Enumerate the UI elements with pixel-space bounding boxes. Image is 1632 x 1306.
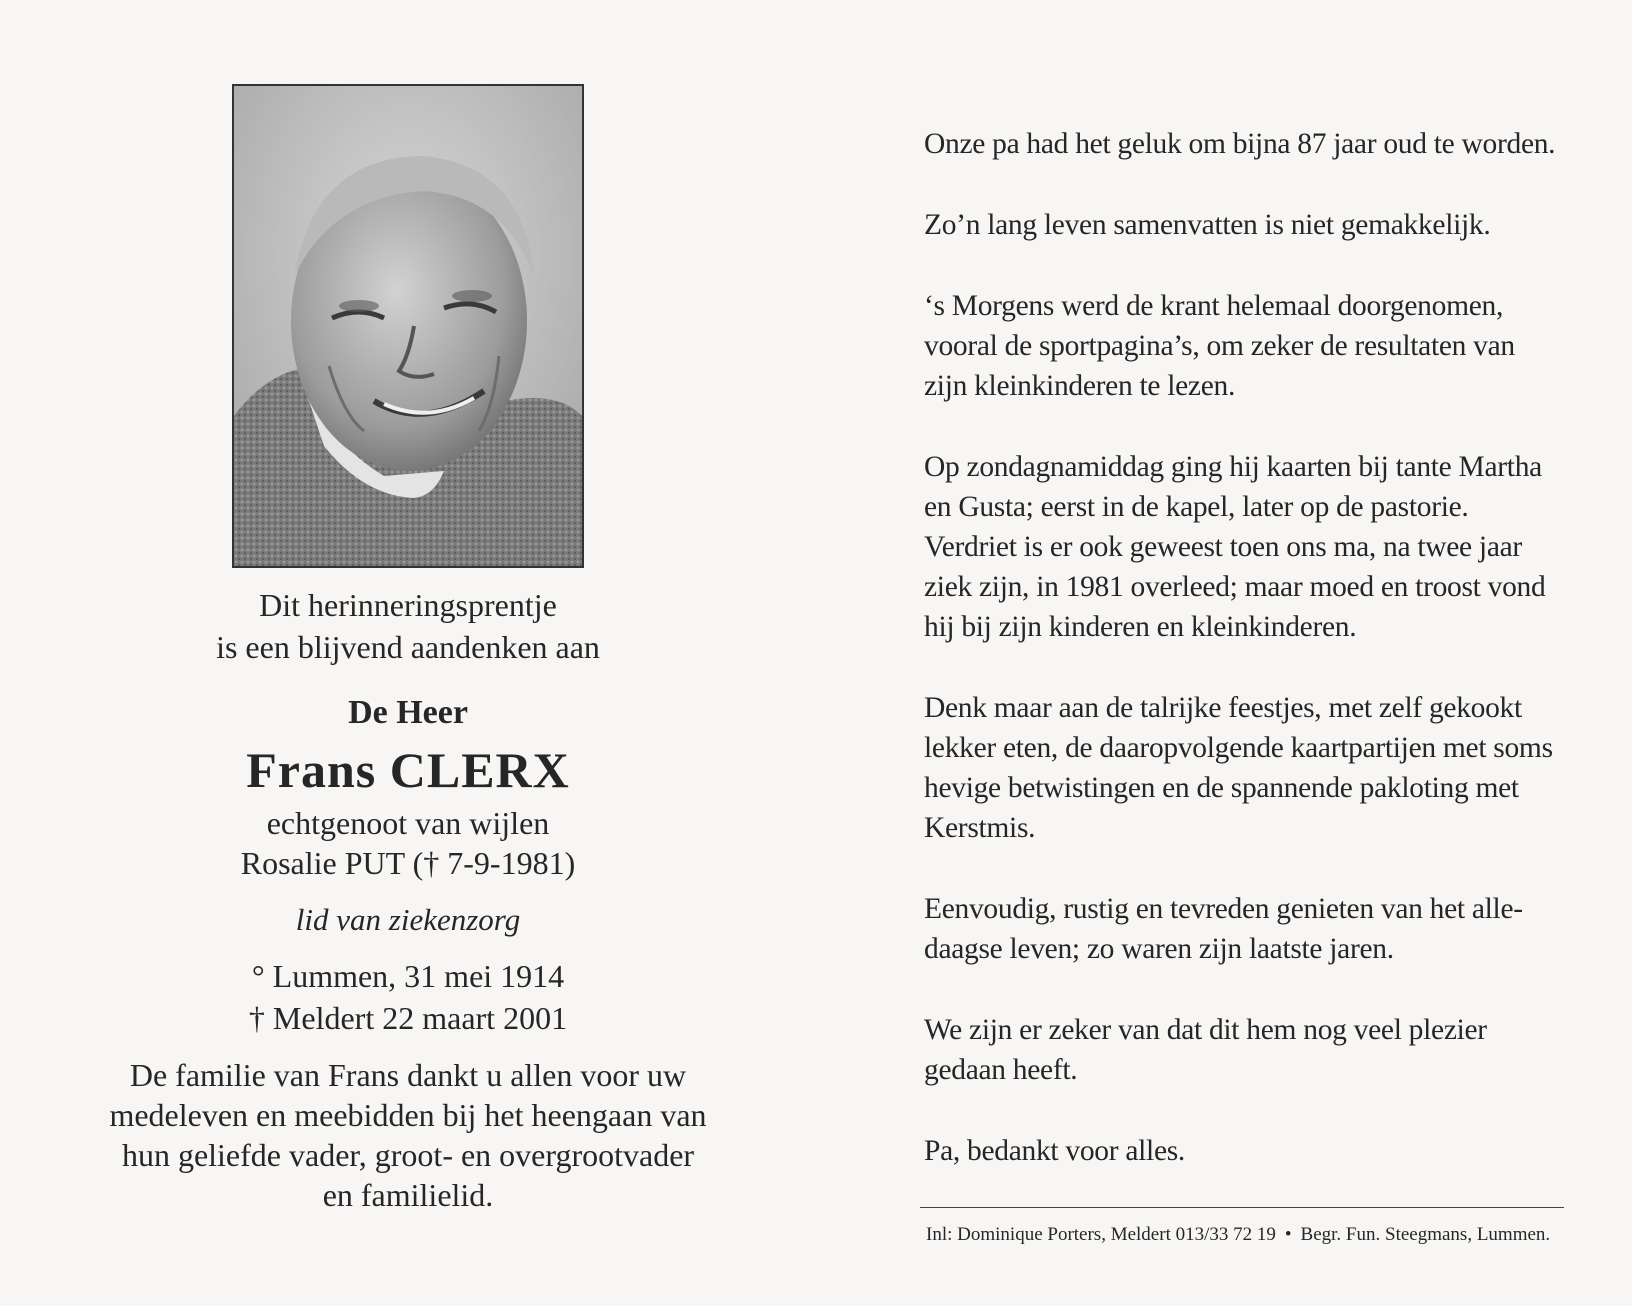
spouse-line: Rosalie PUT († 7-9-1981): [240, 845, 576, 881]
printer-credit: Inl: Dominique Porters, Meldert 013/33 72 19: [926, 1224, 1276, 1245]
footer-credits: [926, 1223, 1566, 1247]
spouse-line: echtgenoot van wijlen: [266, 805, 550, 841]
text-line: Verdriet is er ook geweest toen ons ma, na twee jaar: [924, 531, 1522, 563]
text-line: daagse leven; zo waren zijn laatste jaren.: [924, 933, 1394, 965]
text-line: ‘s Morgens werd de krant helemaal doorgenomen,: [924, 290, 1504, 322]
text-line: Op zondagnamiddag ging hij kaarten bij tante Martha: [924, 451, 1542, 483]
portrait-illustration: [234, 86, 582, 566]
paragraph: [924, 286, 1584, 406]
text-line: vooral de sportpagina’s, om zeker de resultaten van: [924, 330, 1515, 362]
text-line: We zijn er zeker van dat dit hem nog veel plezier: [924, 1014, 1487, 1046]
paragraph: [924, 447, 1584, 647]
birth-date: ° Lummen, 31 mei 1914: [251, 958, 565, 994]
thanks-line: hun geliefde vader, groot- en overgrootvader: [121, 1137, 695, 1173]
text-line: Eenvoudig, rustig en tevreden genieten van het alle-: [924, 893, 1523, 925]
text-line: hij bij zijn kinderen en kleinkinderen.: [924, 611, 1357, 643]
intro-line: Dit herinneringsprentje: [259, 587, 557, 623]
text-line: en Gusta; eerst in de kapel, later op de pastorie.: [924, 491, 1469, 523]
text-line: ziek zijn, in 1981 overleed; maar moed en troost vond: [924, 571, 1546, 603]
paragraph: [924, 124, 1584, 164]
text-line: Pa, bedankt voor alles.: [924, 1135, 1185, 1167]
paragraph: [924, 1010, 1584, 1090]
salutation: De Heer: [348, 694, 468, 731]
footer-divider: [920, 1207, 1564, 1208]
paragraph: [924, 688, 1584, 848]
thanks-line: medeleven en meebidden bij het heengaan van: [109, 1097, 707, 1133]
membership: lid van ziekenzorg: [295, 902, 521, 937]
portrait-photo: [232, 84, 584, 568]
thanks-line: De familie van Frans dankt u allen voor uw: [129, 1057, 687, 1093]
life-dates: [0, 955, 816, 1039]
text-line: Denk maar aan de talrijke feestjes, met zelf gekookt: [924, 692, 1522, 724]
text-line: Onze pa had het geluk om bijna 87 jaar oud te worden.: [924, 128, 1556, 160]
paragraph: [924, 205, 1584, 245]
text-line: hevige betwistingen en de spannende pakloting met: [924, 772, 1519, 804]
intro-line: is een blijvend aandenken aan: [216, 629, 600, 665]
family-thanks: [0, 1055, 816, 1215]
paragraph: [924, 889, 1584, 969]
intro-text: [0, 584, 816, 668]
thanks-line: en familielid.: [322, 1177, 494, 1213]
spouse-info: [0, 803, 816, 883]
deceased-name: Frans CLERX: [246, 742, 570, 798]
death-date: † Meldert 22 maart 2001: [248, 1000, 568, 1036]
text-line: Zo’n lang leven samenvatten is niet gemakkelijk.: [924, 209, 1491, 241]
card-back-text: [924, 124, 1584, 1212]
paragraph: [924, 1131, 1584, 1171]
text-line: zijn kleinkinderen te lezen.: [924, 370, 1236, 402]
funeral-home-credit: Begr. Fun. Steegmans, Lummen.: [1300, 1224, 1551, 1245]
text-line: lekker eten, de daaropvolgende kaartpartijen met soms: [924, 732, 1553, 764]
text-line: gedaan heeft.: [924, 1054, 1078, 1086]
bullet-separator: •: [1284, 1224, 1292, 1245]
text-line: Kerstmis.: [924, 812, 1036, 844]
